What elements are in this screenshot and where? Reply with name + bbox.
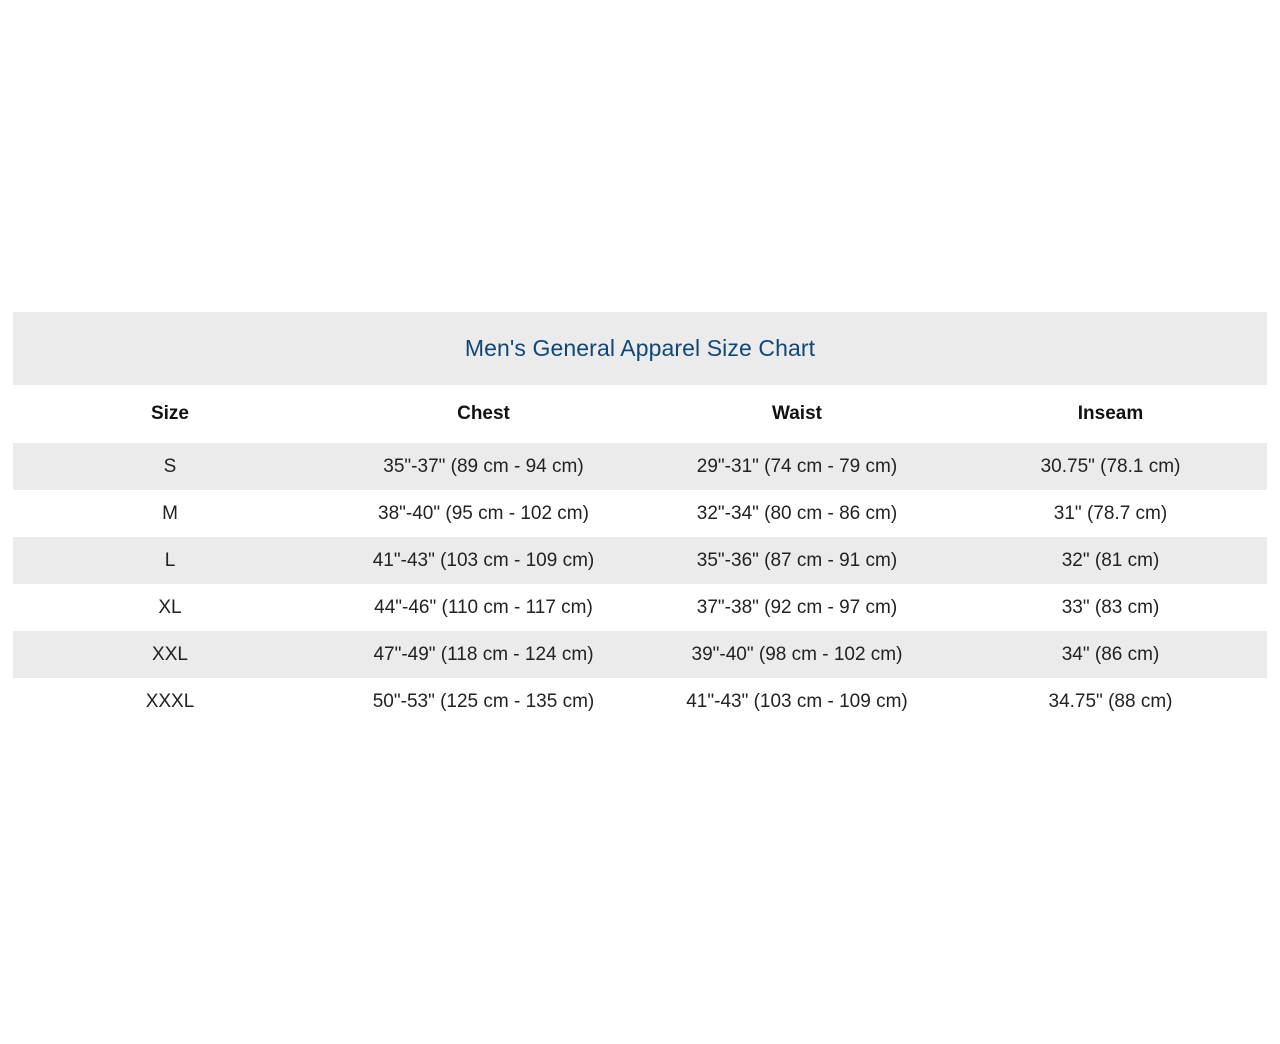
chart-title-bar <box>13 312 1267 385</box>
cell-waist: 41"-43" (103 cm - 109 cm) <box>686 690 908 712</box>
cell-chest: 47"-49" (118 cm - 124 cm) <box>373 643 594 665</box>
table-row <box>13 678 1267 725</box>
cell-waist: 32"-34" (80 cm - 86 cm) <box>696 502 898 524</box>
header-waist: Waist <box>772 403 822 424</box>
cell-inseam: 31" (78.7 cm) <box>1053 502 1168 524</box>
table-row <box>13 490 1267 537</box>
cell-chest: 44"-46" (110 cm - 117 cm) <box>374 596 593 618</box>
cell-chest: 41"-43" (103 cm - 109 cm) <box>372 549 595 571</box>
table-row <box>13 443 1267 490</box>
cell-waist: 35"-36" (87 cm - 91 cm) <box>696 549 898 571</box>
size-chart <box>13 312 1267 725</box>
cell-size: XXXL <box>145 690 195 712</box>
header-inseam: Inseam <box>1077 403 1144 424</box>
cell-waist: 29"-31" (74 cm - 79 cm) <box>696 455 898 477</box>
table-row <box>13 584 1267 631</box>
cell-waist: 39"-40" (98 cm - 102 cm) <box>691 643 903 665</box>
size-table <box>13 385 1267 725</box>
cell-inseam: 32" (81 cm) <box>1061 549 1160 571</box>
header-row <box>13 385 1267 443</box>
cell-size: XL <box>158 596 182 618</box>
cell-inseam: 33" (83 cm) <box>1061 596 1160 618</box>
table-body <box>13 443 1267 725</box>
cell-waist: 37"-38" (92 cm - 97 cm) <box>696 596 898 618</box>
cell-chest: 50"-53" (125 cm - 135 cm) <box>372 690 595 712</box>
header-chest: Chest <box>457 403 510 424</box>
cell-size: S <box>163 455 177 477</box>
cell-chest: 35"-37" (89 cm - 94 cm) <box>383 455 584 477</box>
cell-chest: 38"-40" (95 cm - 102 cm) <box>378 502 589 524</box>
table-header <box>13 385 1267 443</box>
cell-inseam: 34.75" (88 cm) <box>1048 690 1173 712</box>
cell-inseam: 30.75" (78.1 cm) <box>1040 455 1181 477</box>
chart-title: Men's General Apparel Size Chart <box>464 335 816 361</box>
table-row <box>13 537 1267 584</box>
table-row <box>13 631 1267 678</box>
cell-size: XXL <box>152 643 188 665</box>
cell-size: M <box>162 502 178 524</box>
cell-inseam: 34" (86 cm) <box>1061 643 1160 665</box>
header-size: Size <box>150 403 190 424</box>
cell-size: L <box>164 549 176 571</box>
